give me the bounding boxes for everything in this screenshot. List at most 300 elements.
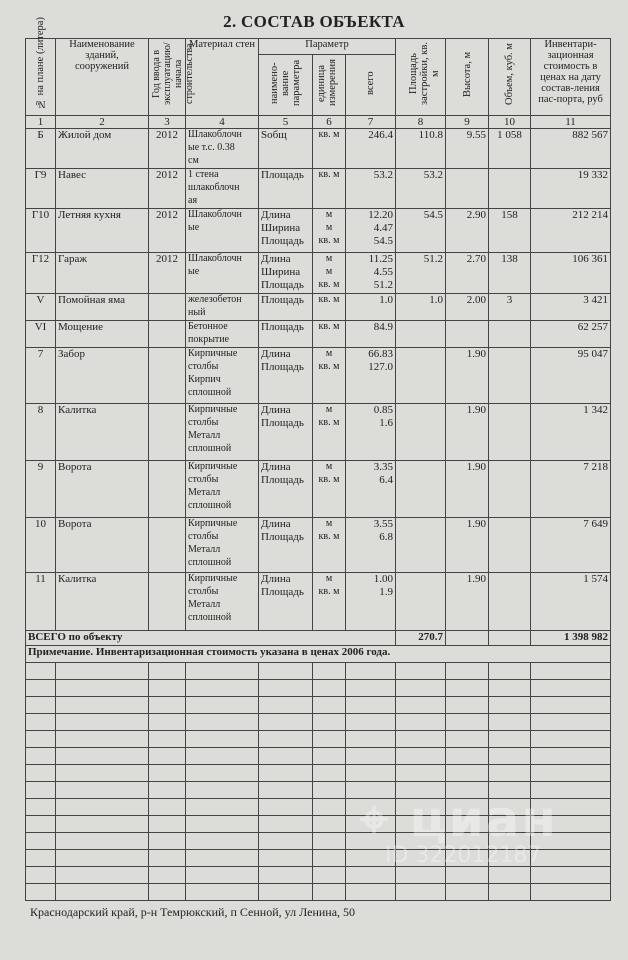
empty-cell — [56, 867, 149, 884]
cell-param-name-line: Площадь — [261, 235, 304, 247]
empty-cell — [446, 714, 489, 731]
cell-literal: Г12 — [26, 253, 56, 294]
empty-cell — [346, 867, 396, 884]
cell-literal: 8 — [26, 404, 56, 461]
cell-material-line: Бетонное — [188, 321, 228, 332]
empty-cell — [396, 867, 446, 884]
cell-material-line: Кирпичные — [188, 348, 238, 359]
empty-cell — [56, 850, 149, 867]
cell-material — [186, 573, 259, 631]
cell-unit-line: м — [325, 253, 333, 264]
cell-cost: 106 361 — [531, 253, 611, 294]
cell-material-line: сплошной — [188, 612, 232, 623]
cell-material-line: Металл — [188, 487, 221, 498]
empty-cell — [346, 663, 396, 680]
cell-cost: 3 421 — [531, 294, 611, 321]
cell-material-line: сплошной — [188, 557, 232, 568]
cell-name: Мощение — [56, 321, 149, 348]
cell-total — [346, 294, 396, 321]
cell-build-area: 51.2 — [396, 253, 446, 294]
empty-cell — [259, 850, 313, 867]
cell-total-line: 246.4 — [368, 129, 394, 141]
cell-total — [346, 209, 396, 253]
empty-cell — [186, 714, 259, 731]
empty-cell — [313, 714, 346, 731]
column-number: 4 — [186, 116, 259, 129]
cell-param-name — [259, 169, 313, 209]
cell-unit-line: кв. м — [318, 279, 340, 290]
empty-cell — [346, 680, 396, 697]
empty-cell — [313, 850, 346, 867]
empty-cell — [186, 782, 259, 799]
empty-cell — [313, 748, 346, 765]
empty-cell — [149, 833, 186, 850]
cell-material-line: ая — [188, 195, 198, 206]
cell-literal: VI — [26, 321, 56, 348]
column-number: 9 — [446, 116, 489, 129]
cell-unit-line: м — [325, 348, 333, 359]
empty-cell — [446, 884, 489, 901]
cell-material — [186, 321, 259, 348]
empty-cell — [56, 833, 149, 850]
cell-material — [186, 294, 259, 321]
cell-param-name-line: Ширина — [261, 222, 301, 234]
cell-total-line: 54.5 — [373, 235, 394, 247]
empty-cell — [489, 714, 531, 731]
cell-build-area — [396, 518, 446, 573]
cell-total-line: 4.47 — [373, 222, 394, 234]
cell-material-line: сплошной — [188, 500, 232, 511]
empty-cell — [149, 697, 186, 714]
cell-literal: 10 — [26, 518, 56, 573]
empty-cell — [149, 680, 186, 697]
empty-cell — [259, 782, 313, 799]
cell-total — [346, 129, 396, 169]
column-number: 5 — [259, 116, 313, 129]
cell-material — [186, 129, 259, 169]
cell-year — [149, 404, 186, 461]
cell-unit-line: кв. м — [318, 417, 340, 428]
empty-cell — [313, 816, 346, 833]
empty-cell — [313, 782, 346, 799]
cell-param-name — [259, 321, 313, 348]
empty-cell — [531, 680, 611, 697]
cell-literal: 11 — [26, 573, 56, 631]
totals-cost: 1 398 982 — [531, 631, 611, 646]
empty-row — [26, 748, 611, 765]
empty-cell — [186, 731, 259, 748]
empty-cell — [396, 663, 446, 680]
empty-cell — [56, 884, 149, 901]
empty-cell — [26, 731, 56, 748]
cell-cost: 1 342 — [531, 404, 611, 461]
empty-row — [26, 884, 611, 901]
cell-literal: V — [26, 294, 56, 321]
cell-volume: 3 — [489, 294, 531, 321]
cell-unit-line: кв. м — [318, 361, 340, 372]
empty-cell — [396, 697, 446, 714]
empty-cell — [489, 884, 531, 901]
cell-material-line: столбы — [188, 474, 219, 485]
totals-empty — [446, 631, 489, 646]
section-title: 2. СОСТАВ ОБЪЕКТА — [223, 12, 405, 31]
cell-name: Ворота — [56, 461, 149, 518]
header-literal: № на плане (литера) — [26, 39, 56, 116]
empty-cell — [313, 833, 346, 850]
cell-unit-line: кв. м — [318, 235, 340, 246]
empty-cell — [259, 765, 313, 782]
empty-cell — [446, 765, 489, 782]
cell-name: Забор — [56, 348, 149, 404]
empty-cell — [531, 867, 611, 884]
empty-cell — [26, 782, 56, 799]
empty-cell — [259, 714, 313, 731]
cell-name: Летняя кухня — [56, 209, 149, 253]
empty-cell — [26, 663, 56, 680]
column-number: 6 — [313, 116, 346, 129]
cell-unit-line: м — [325, 209, 333, 220]
empty-cell — [313, 663, 346, 680]
cell-param-name-line: Площадь — [261, 361, 304, 373]
empty-cell — [26, 799, 56, 816]
cell-material — [186, 461, 259, 518]
empty-cell — [446, 680, 489, 697]
cell-total-line: 4.55 — [373, 266, 394, 278]
empty-cell — [396, 680, 446, 697]
cell-name: Жилой дом — [56, 129, 149, 169]
cell-param-name — [259, 209, 313, 253]
empty-cell — [186, 765, 259, 782]
cell-year: 2012 — [149, 169, 186, 209]
cell-total — [346, 348, 396, 404]
cell-material-line: столбы — [188, 417, 219, 428]
cell-material-line: столбы — [188, 361, 219, 372]
empty-cell — [531, 697, 611, 714]
cell-param-name — [259, 573, 313, 631]
empty-cell — [149, 850, 186, 867]
empty-row — [26, 731, 611, 748]
empty-cell — [396, 884, 446, 901]
column-number: 2 — [56, 116, 149, 129]
cell-material-line: Металл — [188, 544, 221, 555]
cell-year — [149, 294, 186, 321]
empty-cell — [346, 765, 396, 782]
totals-row — [26, 631, 611, 646]
table-row — [26, 321, 611, 348]
cell-total-line: 53.2 — [373, 169, 394, 181]
column-number: 7 — [346, 116, 396, 129]
cell-build-area — [396, 348, 446, 404]
empty-cell — [489, 748, 531, 765]
empty-cell — [149, 731, 186, 748]
cell-build-area — [396, 404, 446, 461]
cell-height — [446, 321, 489, 348]
cell-name: Помойная яма — [56, 294, 149, 321]
cell-cost: 19 332 — [531, 169, 611, 209]
cell-build-area: 110.8 — [396, 129, 446, 169]
empty-cell — [531, 663, 611, 680]
header-parameter: Параметр — [259, 39, 396, 55]
column-number: 8 — [396, 116, 446, 129]
cell-param-name — [259, 253, 313, 294]
cell-cost: 1 574 — [531, 573, 611, 631]
empty-cell — [149, 714, 186, 731]
empty-cell — [489, 731, 531, 748]
cell-build-area — [396, 461, 446, 518]
cell-total-line: 3.35 — [373, 461, 394, 473]
cell-total — [346, 169, 396, 209]
cell-cost: 212 214 — [531, 209, 611, 253]
cell-volume — [489, 461, 531, 518]
column-number: 3 — [149, 116, 186, 129]
empty-cell — [186, 663, 259, 680]
header-year: Год ввода в эксплуатацию/ начала строительства — [149, 39, 186, 116]
empty-cell — [346, 731, 396, 748]
cell-material-line: столбы — [188, 531, 219, 542]
cell-total-line: 127.0 — [368, 361, 394, 373]
cell-param-name-line: Площадь — [261, 417, 304, 429]
table-row — [26, 404, 611, 461]
empty-row — [26, 697, 611, 714]
empty-cell — [149, 867, 186, 884]
empty-cell — [259, 884, 313, 901]
cell-param-name-line: Площадь — [261, 279, 304, 291]
cell-volume: 158 — [489, 209, 531, 253]
empty-cell — [259, 680, 313, 697]
cell-name: Калитка — [56, 404, 149, 461]
cell-material — [186, 348, 259, 404]
cell-material-line: шлакоблочн — [188, 182, 240, 193]
empty-cell — [531, 765, 611, 782]
empty-cell — [396, 748, 446, 765]
table-row — [26, 129, 611, 169]
cell-unit — [313, 253, 346, 294]
cell-material-line: Металл — [188, 599, 221, 610]
table-row — [26, 461, 611, 518]
column-numbers-row — [26, 116, 611, 129]
empty-cell — [149, 816, 186, 833]
empty-cell — [346, 884, 396, 901]
cell-unit-line: м — [325, 461, 333, 472]
cell-material-line: сплошной — [188, 387, 232, 398]
totals-label: ВСЕГО по объекту — [26, 631, 396, 646]
cell-total — [346, 321, 396, 348]
cell-total-line: 1.6 — [379, 417, 394, 429]
empty-cell — [313, 799, 346, 816]
cell-height: 2.70 — [446, 253, 489, 294]
cell-name: Калитка — [56, 573, 149, 631]
cell-material-line: Кирпичные — [188, 404, 238, 415]
cell-unit-line: м — [325, 266, 333, 277]
empty-cell — [446, 663, 489, 680]
cell-total-line: 6.4 — [379, 474, 394, 486]
cell-height: 1.90 — [446, 348, 489, 404]
empty-row — [26, 663, 611, 680]
empty-cell — [531, 748, 611, 765]
header-build-area: Площадь застройки, кв. м — [396, 39, 446, 116]
cell-year — [149, 573, 186, 631]
cell-height: 2.00 — [446, 294, 489, 321]
table-row — [26, 253, 611, 294]
cell-total — [346, 461, 396, 518]
empty-cell — [186, 833, 259, 850]
cell-height: 1.90 — [446, 461, 489, 518]
cell-param-name — [259, 404, 313, 461]
cell-material-line: ые — [188, 266, 200, 277]
cell-literal: Г9 — [26, 169, 56, 209]
empty-cell — [186, 748, 259, 765]
cell-build-area: 54.5 — [396, 209, 446, 253]
cell-param-name-line: Длина — [261, 518, 291, 530]
cell-cost: 95 047 — [531, 348, 611, 404]
cell-height: 9.55 — [446, 129, 489, 169]
cell-literal: Б — [26, 129, 56, 169]
cell-param-name-line: Длина — [261, 348, 291, 360]
cell-total-line: 51.2 — [373, 279, 394, 291]
cell-material-line: 1 стена — [188, 169, 219, 180]
cell-param-name — [259, 348, 313, 404]
cell-param-name — [259, 294, 313, 321]
cell-total-line: 1.00 — [373, 573, 394, 585]
totals-area: 270.7 — [396, 631, 446, 646]
empty-cell — [149, 884, 186, 901]
cell-param-name-line: Площадь — [261, 586, 304, 598]
empty-cell — [446, 867, 489, 884]
cell-unit-line: м — [325, 222, 333, 233]
empty-cell — [186, 884, 259, 901]
cell-height: 1.90 — [446, 518, 489, 573]
cell-material-line: столбы — [188, 586, 219, 597]
cell-volume — [489, 169, 531, 209]
note-row — [26, 646, 611, 663]
empty-cell — [259, 833, 313, 850]
cell-material — [186, 209, 259, 253]
cell-material-line: ный — [188, 307, 206, 318]
cell-cost: 7 649 — [531, 518, 611, 573]
cell-volume: 138 — [489, 253, 531, 294]
empty-cell — [26, 697, 56, 714]
empty-cell — [26, 680, 56, 697]
empty-cell — [259, 816, 313, 833]
table-row — [26, 294, 611, 321]
cell-unit — [313, 209, 346, 253]
cell-year — [149, 321, 186, 348]
empty-cell — [149, 799, 186, 816]
cell-unit — [313, 294, 346, 321]
cell-unit — [313, 129, 346, 169]
empty-cell — [56, 799, 149, 816]
empty-cell — [313, 867, 346, 884]
address-footer: Краснодарский край, р-н Темрюкский, п Сенной, ул Ленина, 50 — [30, 905, 356, 919]
cell-height: 1.90 — [446, 573, 489, 631]
empty-cell — [396, 731, 446, 748]
cell-material-line: железобетон — [188, 294, 242, 305]
empty-cell — [186, 816, 259, 833]
cell-unit-line: м — [325, 518, 333, 529]
empty-row — [26, 765, 611, 782]
empty-cell — [26, 765, 56, 782]
empty-cell — [446, 748, 489, 765]
empty-cell — [259, 799, 313, 816]
cell-volume — [489, 321, 531, 348]
header-param-name: наимено-вание параметра — [259, 55, 313, 116]
cell-material-line: Шлакоблочн — [188, 253, 242, 264]
cell-cost: 62 257 — [531, 321, 611, 348]
column-number: 11 — [531, 116, 611, 129]
cell-total-line: 0.85 — [373, 404, 394, 416]
cell-total-line: 6.8 — [379, 531, 394, 543]
cell-total — [346, 404, 396, 461]
cell-material-line: Шлакоблочн — [188, 129, 242, 140]
cell-unit-line: кв. м — [318, 531, 340, 542]
cell-unit — [313, 573, 346, 631]
cell-year — [149, 461, 186, 518]
cell-material — [186, 518, 259, 573]
cell-volume — [489, 404, 531, 461]
cell-cost: 7 218 — [531, 461, 611, 518]
cell-cost: 882 567 — [531, 129, 611, 169]
cell-param-name-line: Ширина — [261, 266, 301, 278]
cell-param-name — [259, 129, 313, 169]
empty-cell — [56, 680, 149, 697]
empty-cell — [489, 867, 531, 884]
empty-cell — [26, 816, 56, 833]
cell-volume — [489, 518, 531, 573]
cell-unit-line: м — [325, 573, 333, 584]
note-text: Примечание. Инвентаризационная стоимость указана в ценах 2006 года. — [26, 646, 611, 663]
cell-param-name-line: Площадь — [261, 169, 304, 181]
empty-cell — [259, 748, 313, 765]
empty-cell — [56, 782, 149, 799]
header-volume: Объем, куб. м — [489, 39, 531, 116]
cell-material-line: Кирпичные — [188, 461, 238, 472]
empty-cell — [56, 765, 149, 782]
header-material: Материал стен — [186, 39, 259, 116]
table-row — [26, 518, 611, 573]
cell-year: 2012 — [149, 129, 186, 169]
empty-cell — [56, 714, 149, 731]
empty-cell — [446, 697, 489, 714]
cell-material-line: Кирпичные — [188, 518, 238, 529]
cell-total — [346, 518, 396, 573]
cell-height: 1.90 — [446, 404, 489, 461]
cell-material-line: ые — [188, 222, 200, 233]
cell-material-line: ые т.с. 0.38 — [188, 142, 235, 153]
cell-name: Ворота — [56, 518, 149, 573]
cell-build-area — [396, 573, 446, 631]
cell-unit — [313, 348, 346, 404]
cell-material — [186, 404, 259, 461]
empty-cell — [313, 680, 346, 697]
empty-cell — [149, 782, 186, 799]
watermark: ⌖ циан ID 322012187 — [360, 790, 558, 868]
header-name: Наименование зданий, сооружений — [56, 39, 149, 116]
cell-year — [149, 518, 186, 573]
header-total: всего — [346, 55, 396, 116]
cell-unit — [313, 169, 346, 209]
empty-cell — [446, 731, 489, 748]
cell-unit — [313, 321, 346, 348]
empty-cell — [56, 816, 149, 833]
empty-cell — [56, 697, 149, 714]
table-row — [26, 348, 611, 404]
empty-cell — [56, 731, 149, 748]
cell-unit — [313, 404, 346, 461]
cell-name: Гараж — [56, 253, 149, 294]
cell-material-line: Кирпич — [188, 374, 221, 385]
empty-cell — [489, 680, 531, 697]
table-row — [26, 573, 611, 631]
